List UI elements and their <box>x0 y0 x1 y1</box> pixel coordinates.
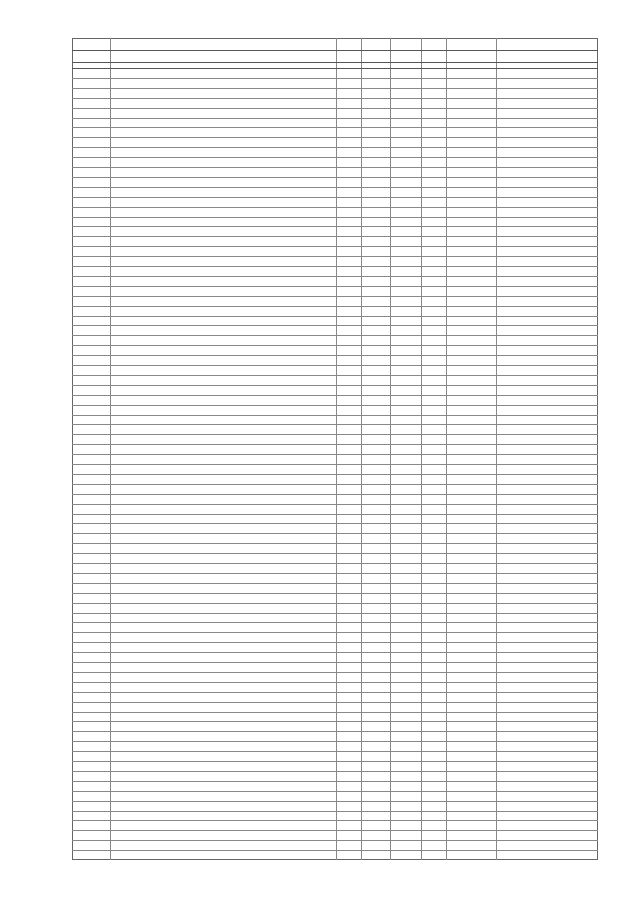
row-rule <box>72 484 598 485</box>
row-rule <box>72 256 598 257</box>
row-rule <box>72 454 598 455</box>
row-rule <box>72 613 598 614</box>
row-rule <box>72 652 598 653</box>
row-rule <box>72 137 598 138</box>
row-rule <box>72 692 598 693</box>
row-rule <box>72 236 598 237</box>
row-rule <box>72 553 598 554</box>
row-rule <box>72 593 598 594</box>
row-rule <box>72 583 598 584</box>
row-rule <box>72 543 598 544</box>
row-rule <box>72 276 598 277</box>
row-rule <box>72 226 598 227</box>
row-rule <box>72 335 598 336</box>
row-rule <box>72 781 598 782</box>
row-rule <box>72 187 598 188</box>
row-rule <box>72 217 598 218</box>
row-rule <box>72 207 598 208</box>
row-rule <box>72 157 598 158</box>
row-rule <box>72 345 598 346</box>
row-rule <box>72 246 598 247</box>
row-rule <box>72 474 598 475</box>
row-rule <box>72 820 598 821</box>
row-rule <box>72 840 598 841</box>
row-rule <box>72 662 598 663</box>
row-rule <box>72 494 598 495</box>
row-rule <box>72 563 598 564</box>
row-rule <box>72 415 598 416</box>
row-rule <box>72 632 598 633</box>
column-rule <box>336 38 337 860</box>
row-rule <box>72 801 598 802</box>
row-rule <box>72 405 598 406</box>
row-rule <box>72 672 598 673</box>
header-rule <box>72 62 598 63</box>
header-rule <box>72 68 598 69</box>
row-rule <box>72 533 598 534</box>
column-rule <box>496 38 497 860</box>
row-rule <box>72 424 598 425</box>
table-frame <box>72 38 598 860</box>
row-rule <box>72 751 598 752</box>
row-rule <box>72 147 598 148</box>
row-rule <box>72 316 598 317</box>
row-rule <box>72 514 598 515</box>
row-rule <box>72 642 598 643</box>
row-rule <box>72 830 598 831</box>
column-rule <box>421 38 422 860</box>
column-rule <box>390 38 391 860</box>
row-rule <box>72 434 598 435</box>
row-rule <box>72 365 598 366</box>
row-rule <box>72 444 598 445</box>
column-rule <box>446 38 447 860</box>
row-rule <box>72 573 598 574</box>
row-rule <box>72 702 598 703</box>
header-rule <box>72 50 598 51</box>
row-rule <box>72 761 598 762</box>
row-rule <box>72 167 598 168</box>
row-rule <box>72 811 598 812</box>
column-rule <box>361 38 362 860</box>
row-rule <box>72 127 598 128</box>
column-rule <box>110 38 111 860</box>
budget-table <box>72 38 598 860</box>
row-rule <box>72 88 598 89</box>
row-rule <box>72 98 598 99</box>
row-rule <box>72 385 598 386</box>
row-rule <box>72 177 598 178</box>
row-rule <box>72 286 598 287</box>
row-rule <box>72 682 598 683</box>
row-rule <box>72 850 598 851</box>
row-rule <box>72 325 598 326</box>
row-rule <box>72 118 598 119</box>
row-rule <box>72 108 598 109</box>
row-rule <box>72 78 598 79</box>
row-rule <box>72 375 598 376</box>
row-rule <box>72 266 598 267</box>
row-rule <box>72 731 598 732</box>
row-rule <box>72 771 598 772</box>
row-rule <box>72 523 598 524</box>
row-rule <box>72 395 598 396</box>
row-rule <box>72 464 598 465</box>
row-rule <box>72 296 598 297</box>
row-rule <box>72 721 598 722</box>
row-rule <box>72 712 598 713</box>
row-rule <box>72 741 598 742</box>
row-rule <box>72 306 598 307</box>
row-rule <box>72 622 598 623</box>
row-rule <box>72 355 598 356</box>
row-rule <box>72 603 598 604</box>
row-rule <box>72 504 598 505</box>
row-rule <box>72 197 598 198</box>
row-rule <box>72 791 598 792</box>
